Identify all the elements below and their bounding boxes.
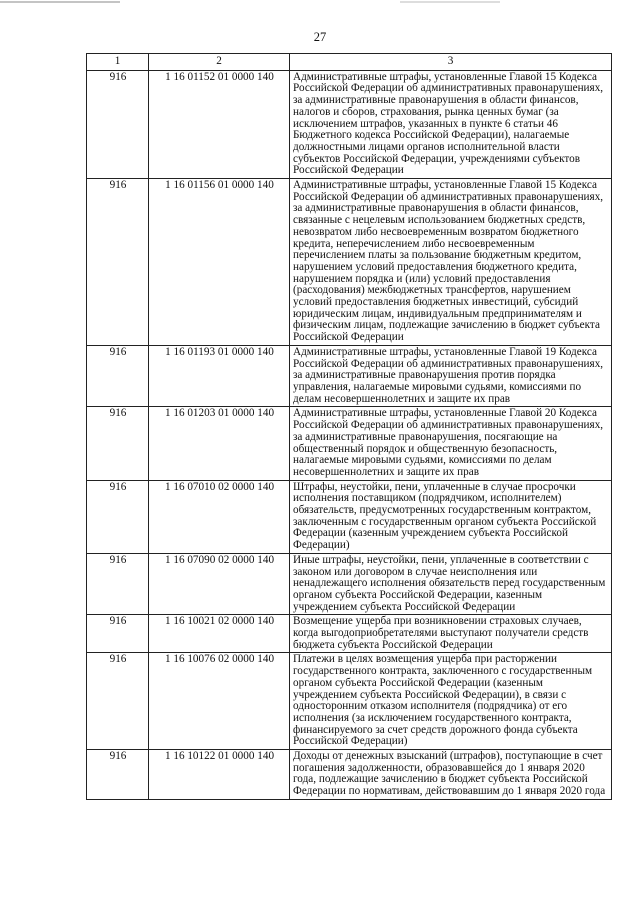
table-header-row (87, 54, 612, 71)
page-number: 27 (313, 30, 327, 44)
description-cell: Возмещение ущерба при возникновении страховых случаев, когда выгодоприобретателями выступают получатели средств бюджета субъекта Российской Федерации (290, 615, 612, 653)
column-header-2: 2 (149, 54, 290, 71)
description-cell: Штрафы, неустойки, пени, уплаченные в случае просрочки исполнения поставщиком (подрядчиком, исполнителем) обязательств, предусмотренных государственным контрактом, заключенным с государственным органом субъекта Российской Федерации (казенным учреждением субъекта Российской Федерации) (290, 480, 612, 553)
kbk-code-cell: 1 16 10122 01 0000 140 (149, 750, 290, 800)
admin-code-cell: 916 (87, 179, 149, 346)
kbk-code-cell: 1 16 01203 01 0000 140 (149, 407, 290, 480)
admin-code-cell: 916 (87, 653, 149, 750)
admin-code-cell: 916 (87, 407, 149, 480)
kbk-code-cell: 1 16 10076 02 0000 140 (149, 653, 290, 750)
table-row (87, 345, 612, 407)
table-row (87, 750, 612, 800)
kbk-code-cell: 1 16 10021 02 0000 140 (149, 615, 290, 653)
admin-code-cell: 916 (87, 345, 149, 407)
column-header-3: 3 (290, 54, 612, 71)
description-cell: Доходы от денежных взысканий (штрафов), поступающие в счет погашения задолженности, образовавшейся до 1 января 2020 года, подлежащие зачислению в бюджет субъекта Российской Федерации по нормативам, действовавшим до 1 января 2020 года (290, 750, 612, 800)
kbk-code-cell: 1 16 01156 01 0000 140 (149, 179, 290, 346)
kbk-code-cell: 1 16 01193 01 0000 140 (149, 345, 290, 407)
table-row (87, 480, 612, 553)
table-row (87, 407, 612, 480)
budget-codes-table (86, 53, 612, 800)
table-row (87, 615, 612, 653)
description-cell: Платежи в целях возмещения ущерба при расторжении государственного контракта, заключенного с государственным органом субъекта Российской Федерации (казенным учреждением субъекта Российской Федерации), в связи с односторонним отказом исполнителя (подрядчика) от его исполнения (за исключением государственного контракта, финансируемого за счет средств дорожного фонда субъекта Российской Федерации) (290, 653, 612, 750)
admin-code-cell: 916 (87, 615, 149, 653)
kbk-code-cell: 1 16 07090 02 0000 140 (149, 553, 290, 615)
table-row (87, 653, 612, 750)
table-row (87, 70, 612, 178)
description-cell: Иные штрафы, неустойки, пени, уплаченные в соответствии с законом или договором в случае неисполнения или ненадлежащего исполнения обязательств перед государственным органом субъекта Российской Федерации, казенным учреждением субъекта Российской Федерации (290, 553, 612, 615)
admin-code-cell: 916 (87, 480, 149, 553)
scan-edge-mark (0, 0, 640, 10)
admin-code-cell: 916 (87, 553, 149, 615)
description-cell: Административные штрафы, установленные Главой 15 Кодекса Российской Федерации об административных правонарушениях, за административные правонарушения в области финансов, налогов и сборов, страхования, рынка ценных бумаг (за исключением штрафов, указанных в пункте 6 статьи 46 Бюджетного кодекса Российской Федерации), налагаемые должностными лицами органов исполнительной власти субъектов Российской Федерации, учреждениями субъектов Российской Федерации (290, 70, 612, 178)
description-cell: Административные штрафы, установленные Главой 19 Кодекса Российской Федерации об административных правонарушениях, за административные правонарушения против порядка управления, налагаемые мировыми судьями, комиссиями по делам несовершеннолетних и защите их прав (290, 345, 612, 407)
table-row (87, 179, 612, 346)
admin-code-cell: 916 (87, 750, 149, 800)
admin-code-cell: 916 (87, 70, 149, 178)
kbk-code-cell: 1 16 07010 02 0000 140 (149, 480, 290, 553)
description-cell: Административные штрафы, установленные Главой 20 Кодекса Российской Федерации об административных правонарушениях, за административные правонарушения, посягающие на общественный порядок и общественную безопасность, налагаемые мировыми судьями, комиссиями по делам несовершеннолетних и защите их прав (290, 407, 612, 480)
column-header-1: 1 (87, 54, 149, 71)
table-row (87, 553, 612, 615)
description-cell: Административные штрафы, установленные Главой 15 Кодекса Российской Федерации об административных правонарушениях, за административные правонарушения в области финансов, связанные с нецелевым использованием бюджетных средств, невозвратом либо несвоевременным возвратом бюджетного кредита, неперечислением либо несвоевременным перечислением платы за пользование бюджетным кредитом, нарушением условий предоставления бюджетного кредита, нарушением порядка и (или) условий предоставления (расходования) межбюджетных трансфертов, нарушением условий предоставления бюджетных инвестиций, субсидий юридическим лицам, индивидуальным предпринимателям и физическим лицам, подлежащие зачислению в бюджет субъекта Российской Федерации (290, 179, 612, 346)
kbk-code-cell: 1 16 01152 01 0000 140 (149, 70, 290, 178)
